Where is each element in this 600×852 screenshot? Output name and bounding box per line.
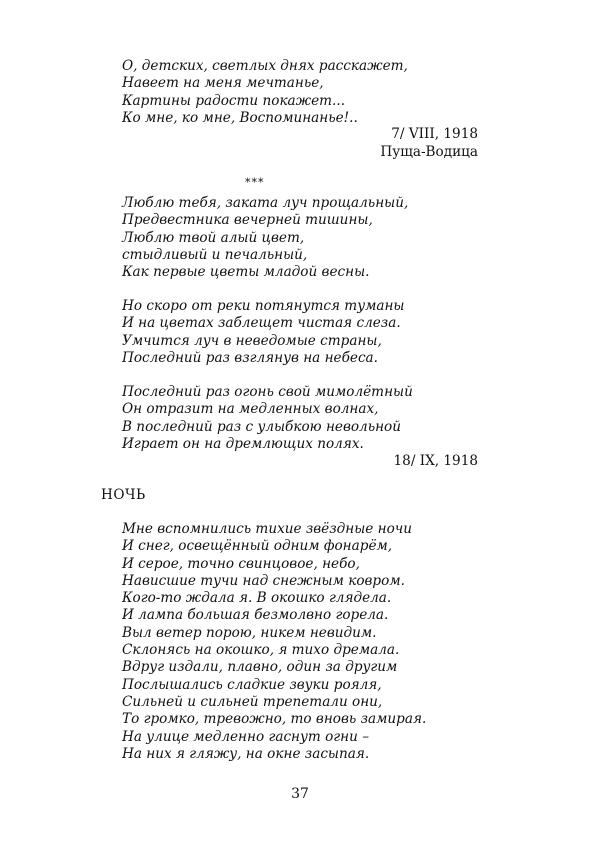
verse-line: Умчится луч в неведомые страны, [122,332,382,349]
verse-line: Склонясь на окошко, я тихо дремала. [122,642,400,659]
verse-line: Играет он на дремлющих полях. [122,435,364,452]
verse-line: Кого-то ждала я. В окошко глядела. [122,590,392,607]
verse-line: Вдруг издали, плавно, один за другим [122,659,398,676]
verse-line: Предвестника вечерней тишины, [122,212,373,229]
verse-line: На них я гляжу, на окне засыпая. [122,745,370,762]
poem-separator: *** [245,176,265,189]
verse-line: Сильней и сильней трепетали они, [122,693,383,710]
poem2-stanza-2 [122,298,405,367]
verse-line: Картины радости покажет... [122,92,346,109]
poem3-title: НОЧЬ [101,487,146,503]
verse-line: О, детских, светлых днях расскажет, [122,58,408,74]
poem1-stanza [122,58,408,127]
verse-line: Как первые цветы младой весны. [122,264,370,281]
verse-line: Последний раз огонь свой мимолётный [122,384,413,400]
verse-line: И на цветах заблещет чистая слеза. [122,315,401,332]
verse-line: На улице медленно гаснут огни – [122,728,369,745]
verse-line: Послышались сладкие звуки рояля, [122,676,382,693]
verse-line: В последний раз с улыбкою невольной [122,418,401,435]
verse-line: Последний раз взглянув на небеса. [122,349,378,366]
verse-line: И серое, точно свинцовое, небо, [122,555,360,572]
verse-line: Нависшие тучи над снежным ковром. [122,572,405,589]
verse-line: Он отразит на медленных волнах, [122,401,379,418]
poem2-stanza-1 [122,195,408,281]
verse-line: Люблю тебя, заката луч прощальный, [122,195,409,211]
verse-line: Люблю твой алый цвет, [122,229,305,246]
verse-line: Ко мне, ко мне, Воспоминанье!.. [122,109,358,126]
verse-line: стыдливый и печальный, [122,246,308,263]
poem2-stanza-3 [122,384,413,453]
verse-line: Выл ветер порою, никем невидим. [122,624,377,641]
verse-line: Но скоро от реки потянутся туманы [122,298,405,314]
poem3-stanza [122,521,426,763]
verse-line: Мне вспомнились тихие звёздные ночи [122,521,413,537]
page-number: 37 [291,786,309,802]
verse-line: И лампа большая безмолвно горела. [122,607,389,624]
verse-line: Навеет на меня мечтанье, [122,75,324,92]
verse-line: То громко, тревожно, то вновь замирая. [122,711,427,728]
poem2-date: 18/ IX, 1918 [393,453,478,469]
verse-line: И снег, освещённый одним фонарём, [122,538,393,555]
poem1-place: Пуща-Водица [380,144,478,160]
poem1-date: 7/ VIII, 1918 [391,126,478,142]
